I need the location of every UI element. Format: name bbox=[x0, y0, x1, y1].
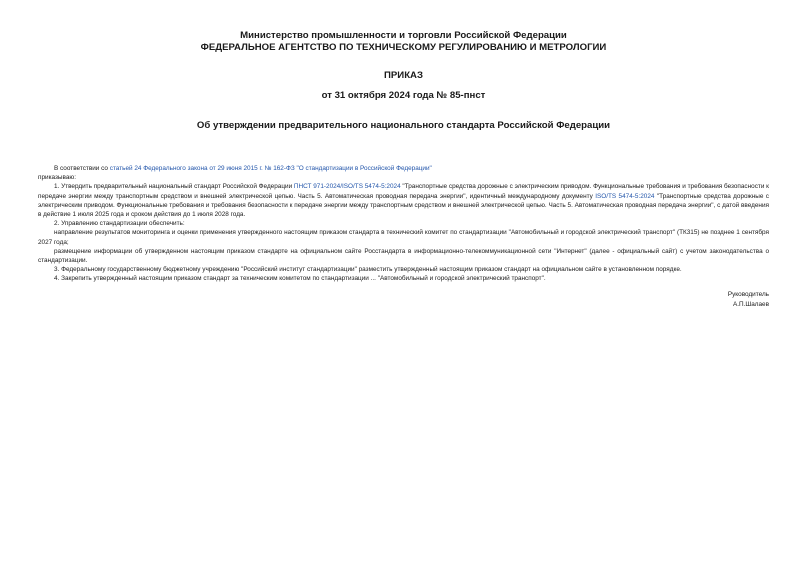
item1-mid: "Транспортные средства дорожные с электрическим приводом. Функциональные требования и требования безопасности к передаче энергии между транспортным средством и внешней электрической цепью. Часть 5. Автоматическая проводная передача энергии", идентичный международному документу bbox=[38, 183, 769, 200]
signature-position: Руководитель bbox=[727, 290, 769, 298]
item-2b: размещение информации об утвержденном настоящим приказом стандарте на официальном сайте Росстандарта в информационно-телекоммуникационной сети "Интернет" (далее - официальный сайт) с учетом законодательства о стандартизации. bbox=[38, 247, 769, 265]
signature-name: А.П.Шалаев bbox=[732, 300, 769, 308]
item1-prefix: 1. Утвердить предварительный национальный стандарт Российской Федерации bbox=[54, 183, 294, 191]
intro-paragraph bbox=[38, 164, 769, 173]
item-1 bbox=[38, 182, 769, 219]
item-3: 3. Федеральному государственному бюджетному учреждению "Российский институт стандартизации" разместить утвержденный настоящим приказом стандарт на официальном сайте в установленном порядке. bbox=[54, 266, 682, 274]
intro-prefix: В соответствии со bbox=[54, 165, 110, 172]
item-2a: направление результатов мониторинга и оценки применения утвержденного настоящим приказом стандарта в технический комитет по стандартизации "Автомобильный и городской электрический транспорт" (ТК315) не позднее 1 сентября 2027 года; bbox=[38, 229, 769, 246]
ministry-name: Министерство промышленности и торговли Российской Федерации bbox=[240, 30, 567, 41]
signature-block bbox=[38, 290, 769, 310]
doc-type: ПРИКАЗ bbox=[384, 70, 423, 81]
doc-date-number: от 31 октября 2024 года № 85-пнст bbox=[321, 90, 486, 101]
agency-name: ФЕДЕРАЛЬНОЕ АГЕНТСТВО ПО ТЕХНИЧЕСКОМУ РЕГУЛИРОВАНИЮ И МЕТРОЛОГИИ bbox=[200, 42, 607, 53]
doc-title: Об утверждении предварительного национального стандарта Российской Федерации bbox=[196, 120, 611, 131]
iso-link[interactable]: ISO/TS 5474-5:2024 bbox=[595, 192, 655, 200]
doc-body bbox=[38, 164, 769, 284]
item1-suffix: "Транспортные средства дорожные с электрическим приводом. Функциональные требования и требования безопасности к передаче энергии между транспортным средством и внешней электрической цепью. Часть 5. Автоматическая проводная передача энергии", с датой введения в действие 1 июля 2025 года и сроком действия до 1 июля 2028 года. bbox=[38, 192, 770, 219]
law-link[interactable]: статьей 24 Федерального закона от 29 июня 2015 г. № 162-ФЗ "О стандартизации в Российской Федерации" bbox=[109, 165, 432, 172]
orders-paragraph: приказываю: bbox=[38, 174, 76, 182]
item-4: 4. Закрепить утвержденный настоящим приказом стандарт за техническим комитетом по стандартизации ... "Автомобильный и городской электрический транспорт". bbox=[54, 275, 546, 283]
standard-link[interactable]: ПНСТ 971-2024/ISO/TS 5474-5:2024 bbox=[293, 183, 401, 191]
item-2: 2. Управлению стандартизации обеспечить: bbox=[54, 220, 185, 228]
